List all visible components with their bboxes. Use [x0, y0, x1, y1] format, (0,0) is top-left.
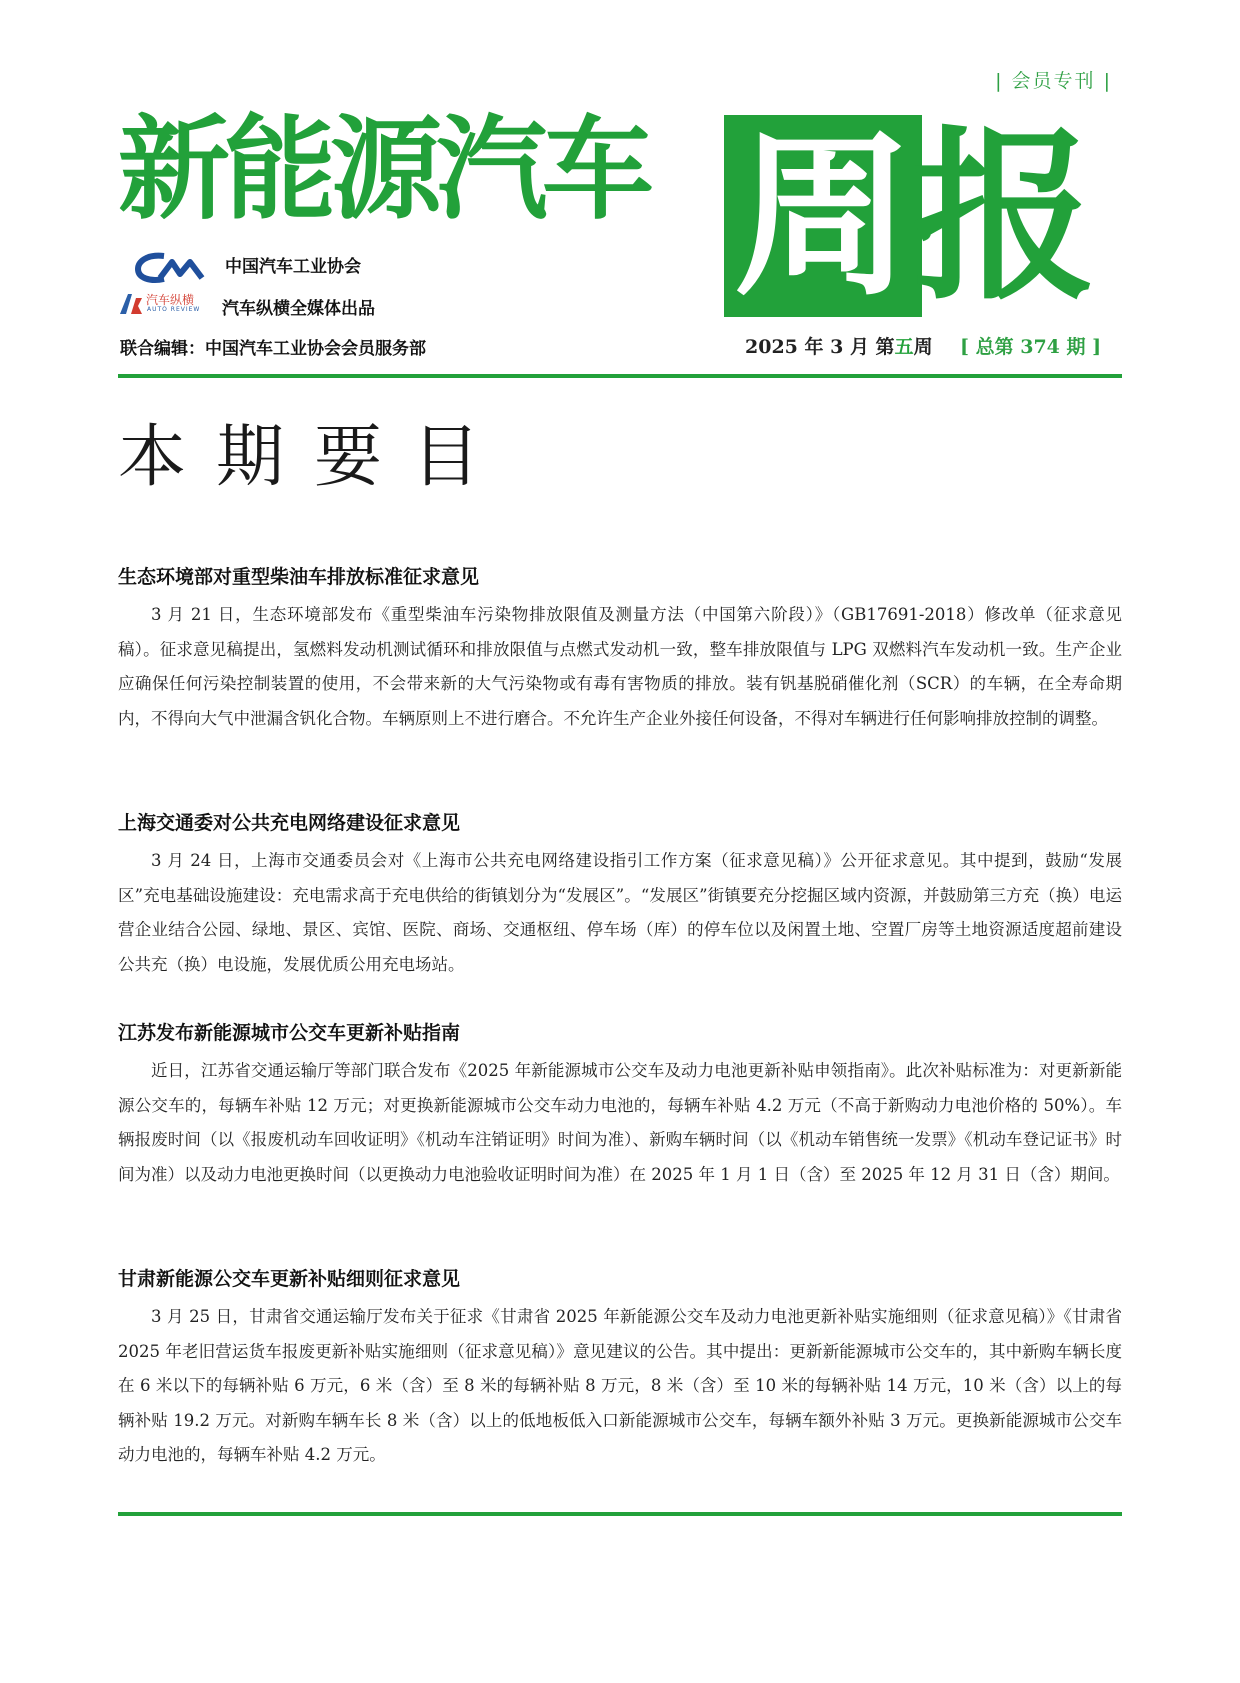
toc-heading: 本期要目 — [118, 418, 511, 497]
article — [118, 562, 1122, 736]
footer-divider — [118, 1512, 1122, 1516]
article — [118, 1264, 1122, 1473]
article-title: 江苏发布新能源城市公交车更新补贴指南 — [118, 1022, 461, 1044]
article-title: 甘肃新能源公交车更新补贴细则征求意见 — [118, 1268, 461, 1290]
article — [118, 808, 1122, 982]
title-bao-char: 报 — [912, 109, 1097, 325]
auto-review-logo-en: AUTO REVIEW — [147, 306, 201, 313]
article-body: 近日，江苏省交通运输厅等部门联合发布《2025 年新能源城市公交车及动力电池更新补贴申领指南》。此次补贴标准为：对更新新能源公交车的，每辆车补贴 12 万元；对更换新能源城市公交车动力电池的，每辆车补贴 4.2 万元（不高于新购动力电池价格的 50%）。车辆报废时间（以《报废机动车回收证明》《机动车注销证明》时间为准）、新购车辆时间（以《机动车销售统一发票》《机动车登记证书》时间为准）以及动力电池更换时间（以更换动力电池验收证明时间为准）在 2025 年 1 月 1 日（含）至 2025 年 12 月 31 日（含）期间。 — [118, 1061, 1122, 1184]
media-producer: 汽车纵横全媒体出品 — [222, 299, 375, 319]
title-zhou-block: 周 — [724, 115, 922, 317]
issue-number: [ 总第 374 期 ] — [960, 336, 1102, 358]
issue-date — [745, 332, 933, 359]
caam-name: 中国汽车工业协会 — [225, 257, 361, 277]
article-title: 生态环境部对重型柴油车排放标准征求意见 — [118, 566, 480, 588]
article-body: 3 月 21 日，生态环境部发布《重型柴油车污染物排放限值及测量方法（中国第六阶段）》（GB17691-2018）修改单（征求意见稿）。征求意见稿提出，氢燃料发动机测试循环和排放限值与点燃式发动机一致，整车排放限值与 LPG 双燃料汽车发动机一致。生产企业应确保任何污染控制装置的使用，不会带来新的大气污染物或有毒有害物质的排放。装有钒基脱硝催化剂（SCR）的车辆，在全寿命期内，不得向大气中泄漏含钒化合物。车辆原则上不进行磨合。不允许生产企业外接任何设备，不得对车辆进行任何影响排放控制的调整。 — [118, 605, 1122, 728]
caam-logo — [134, 252, 212, 288]
article — [118, 1018, 1122, 1192]
header-divider — [118, 374, 1122, 378]
joint-editor: 联合编辑：中国汽车工业协会会员服务部 — [120, 339, 426, 359]
article-body: 3 月 24 日，上海市交通委员会对《上海市公共充电网络建设指引工作方案（征求意见稿）》公开征求意见。其中提到，鼓励“发展区”充电基础设施建设：充电需求高于充电供给的街镇划分为“发展区”。“发展区”街镇要充分挖掘区域内资源，并鼓励第三方充（换）电运营企业结合公园、绿地、景区、宾馆、医院、商场、交通枢纽、停车场（库）的停车位以及闲置土地、空置厂房等土地资源适度超前建设公共充（换）电设施，发展优质公用充电场站。 — [118, 851, 1122, 974]
issue-week: 五 — [894, 336, 914, 358]
article-body: 3 月 25 日，甘肃省交通运输厅发布关于征求《甘肃省 2025 年新能源公交车及动力电池更新补贴实施细则（征求意见稿）》《甘肃省 2025 年老旧营运货车报废更新补贴实施细则（征求意见稿）》意见建议的公告。其中提出：更新新能源城市公交车的，其中新购车辆长度在 6 米以下的每辆补贴 6 万元，6 米（含）至 8 米的每辆补贴 8 万元，8 米（含）至 10 米的每辆补贴 14 万元，10 米（含）以上的每辆补贴 19.2 万元。对新购车辆车长 8 米（含）以上的低地板低入口新能源城市公交车，每辆车额外补贴 3 万元。更换新能源城市公交车动力电池的，每辆车补贴 4.2 万元。 — [118, 1307, 1122, 1464]
article-title: 上海交通委对公共充电网络建设征求意见 — [118, 812, 461, 834]
issue-date-suffix: 周 — [913, 336, 933, 358]
member-edition-tag: | 会员专刊 | — [995, 70, 1112, 92]
auto-review-logo-cn: 汽车纵横 — [146, 293, 195, 307]
issue-date-prefix: 2025 年 3 月 第 — [745, 336, 895, 358]
auto-review-logo — [118, 292, 144, 320]
publication-title: 新能源汽车 — [118, 105, 648, 235]
